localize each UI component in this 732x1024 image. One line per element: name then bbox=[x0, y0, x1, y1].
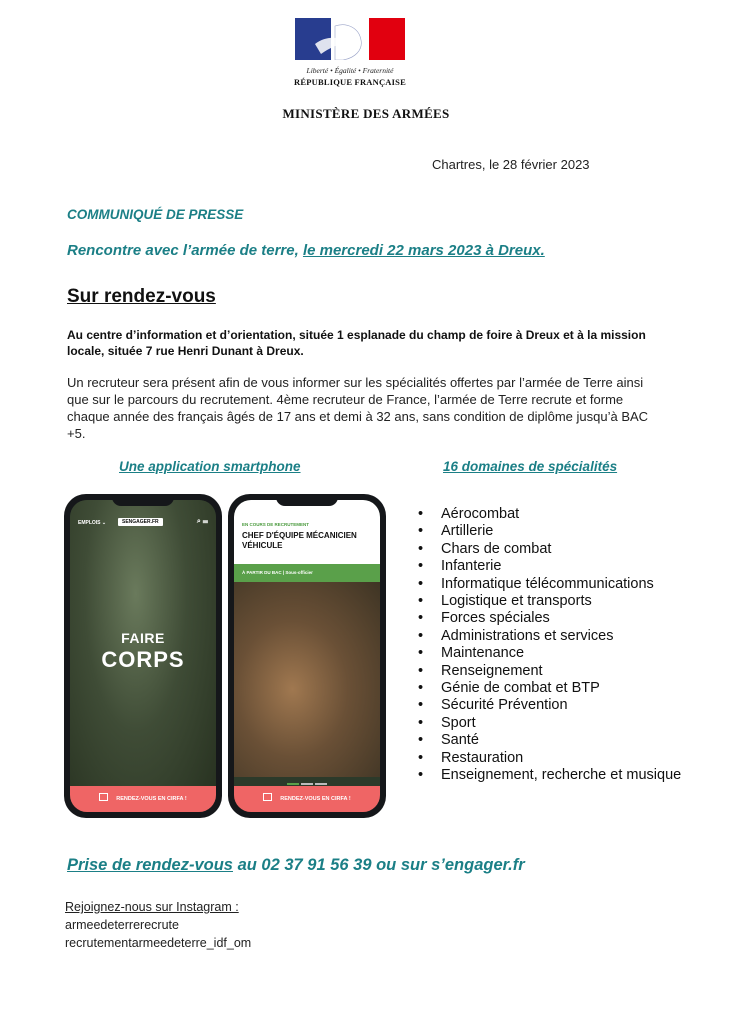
cirfa-cta bbox=[234, 786, 380, 812]
meeting-date: le mercredi 22 mars 2023 à Dreux. bbox=[302, 242, 545, 259]
instagram-account: recrutementarmeedeterre_idf_om bbox=[65, 936, 252, 950]
recruiting-tag: EN COURS DE RECRUTEMENT bbox=[242, 522, 310, 527]
press-label: COMMUNIQUÉ DE PRESSE bbox=[67, 207, 244, 222]
list-item: • Chars de combat bbox=[418, 541, 681, 558]
list-item: • Santé bbox=[418, 732, 681, 749]
domains-heading: 16 domaines de spécialités bbox=[443, 459, 618, 474]
list-item: • Sport bbox=[418, 715, 681, 732]
list-item: • Enseignement, recherche et musique bbox=[418, 767, 681, 784]
specialties-list bbox=[418, 506, 681, 785]
headline-corps: CORPS bbox=[101, 647, 185, 672]
mechanics-photo bbox=[234, 582, 380, 777]
marianne-flag-icon bbox=[295, 18, 405, 60]
cirfa-cta bbox=[70, 786, 216, 812]
list-item: • Artillerie bbox=[418, 523, 681, 540]
cirfa-cta-label: RENDEZ-VOUS EN CIRFA ! bbox=[280, 796, 351, 802]
list-item: • Aérocombat bbox=[418, 506, 681, 523]
contact-details: au 02 37 91 56 39 ou sur s’engager.fr bbox=[232, 856, 525, 874]
ministry-title: MINISTÈRE DES ARMÉES bbox=[282, 106, 450, 121]
calendar-icon bbox=[263, 793, 272, 801]
list-item: • Restauration bbox=[418, 750, 681, 767]
republic-name: RÉPUBLIQUE FRANÇAISE bbox=[294, 77, 406, 87]
carousel-dot bbox=[315, 783, 327, 785]
cirfa-cta-label: RENDEZ-VOUS EN CIRFA ! bbox=[116, 796, 187, 802]
list-item: • Logistique et transports bbox=[418, 593, 681, 610]
intro-paragraph: Un recruteur sera présent afin de vous informer sur les spécialités offertes par l’armée de Terre ainsi que sur le parcours du recrutement. 4ème recruteur de France, l’armée de Terre recrute et forme chaque année des français âgés de 17 ans et demi à 32 ans, sans condition de diplôme jusqu’à BAC +5. bbox=[67, 375, 649, 441]
search-menu-icon: ⌕ ☰ bbox=[196, 518, 208, 525]
motto: Liberté • Égalité • Fraternité bbox=[306, 66, 394, 75]
appointment-contact bbox=[67, 856, 525, 875]
emplois-menu: EMPLOIS ⌄ bbox=[78, 520, 107, 526]
phone-mockup-mecanicien bbox=[228, 494, 386, 818]
instagram-account: armeedeterrerecrute bbox=[65, 918, 179, 932]
list-item: • Administrations et services bbox=[418, 628, 681, 645]
list-item: • Forces spéciales bbox=[418, 610, 681, 627]
carousel-dot bbox=[287, 783, 299, 785]
appointment-link[interactable]: Prise de rendez-vous bbox=[67, 856, 233, 874]
sengager-brand: SENGAGER.FR bbox=[118, 518, 163, 526]
list-item: • Renseignement bbox=[418, 663, 681, 680]
list-item: • Infanterie bbox=[418, 558, 681, 575]
list-item: • Informatique télécommunications bbox=[418, 576, 681, 593]
marianne-logo bbox=[283, 14, 417, 92]
phone-mockup-faire-corps bbox=[64, 494, 222, 818]
phone-screen bbox=[70, 500, 216, 812]
address-paragraph: Au centre d’information et d’orientation, située 1 esplanade du champ de foire à Dreux et à la mission locale, située 7 rue Henri Dunant à Dreux. bbox=[67, 328, 646, 358]
phone-notch bbox=[112, 494, 174, 506]
appointment-heading: Sur rendez-vous bbox=[67, 286, 216, 307]
list-item: • Maintenance bbox=[418, 645, 681, 662]
instagram-heading: Rejoignez-nous sur Instagram : bbox=[65, 900, 239, 914]
app-navbar bbox=[78, 518, 208, 530]
headline-faire: FAIRE bbox=[121, 630, 165, 646]
date-line: Chartres, le 28 février 2023 bbox=[432, 157, 590, 172]
meeting-line bbox=[67, 242, 545, 259]
meeting-prefix: Rencontre avec l’armée de terre, bbox=[67, 242, 303, 259]
list-item: • Génie de combat et BTP bbox=[418, 680, 681, 697]
phone-notch bbox=[276, 494, 338, 506]
list-item: • Sécurité Prévention bbox=[418, 697, 681, 714]
phone-screen bbox=[234, 500, 380, 812]
job-title: CHEF D'ÉQUIPE MÉCANICIEN VÉHICULE bbox=[242, 531, 357, 550]
job-level-band: À PARTIR DU BAC | Sous-officier bbox=[234, 564, 380, 582]
carousel-dot bbox=[301, 783, 313, 785]
app-heading: Une application smartphone bbox=[119, 459, 301, 474]
calendar-icon bbox=[99, 793, 108, 801]
